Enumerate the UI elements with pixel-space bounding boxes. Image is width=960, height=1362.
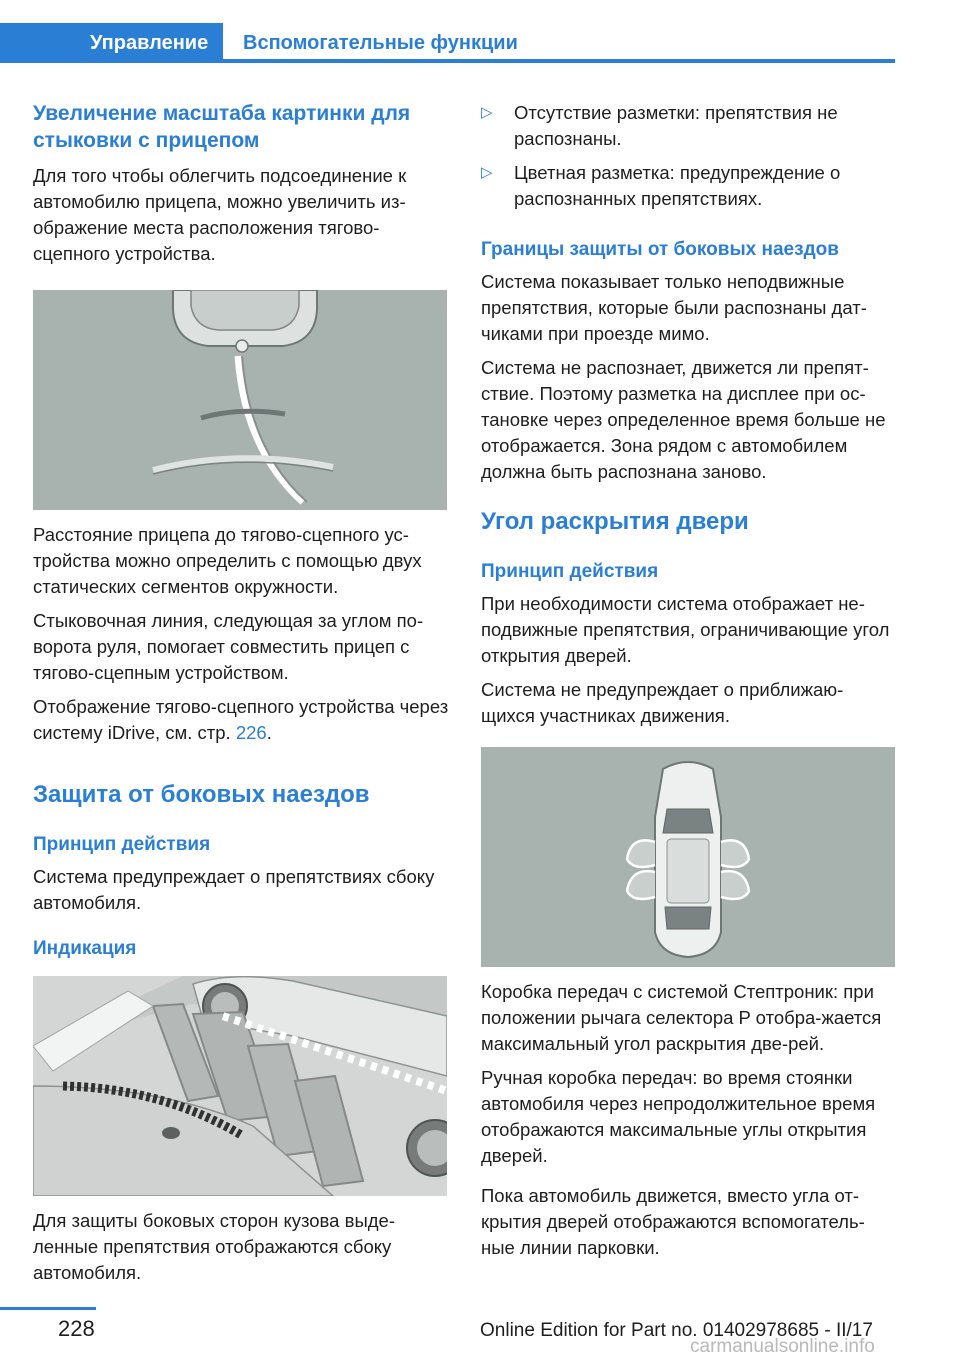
figure-door-angle (481, 747, 895, 967)
header-tab-active: Управление (0, 23, 223, 63)
header-rule (223, 59, 895, 63)
page-link-226[interactable]: 226 (235, 722, 267, 743)
paragraph-door-1: При необходимости система отображает не-подвижные препятствия, ограничивающие угол открытия дверей. (481, 593, 890, 666)
header-tab-section: Вспомогательные функции (243, 32, 518, 54)
paragraph-manual: Ручная коробка передач: во время стоянки автомобиля через непродолжительное время отображаются максимальные углы открытия дверей. (481, 1067, 876, 1166)
paragraph-idrive (33, 694, 449, 746)
idrive-text: Отображение тягово-сцепного устройства через систему iDrive, см. стр. (33, 696, 449, 743)
watermark: carmanualsonline.info (690, 1336, 875, 1357)
edition-note: Online Edition for Part no. 01402978685 - II/17 (480, 1320, 873, 1341)
heading-zoom: Увеличение масштаба картинки для стыковки с прицепом (33, 102, 411, 152)
heading-door-principle: Принцип действия (481, 561, 659, 582)
heading-side-protection: Защита от боковых наездов (33, 781, 370, 808)
right-column (481, 100, 896, 1261)
paragraph-principle: Система предупреждает о препятствиях сбоку автомобиля. (33, 866, 435, 913)
paragraph-docking-line: Стыковочная линия, следующая за углом по-ворота руля, помогает совместить прицеп с тягово-сцепным устройством. (33, 610, 424, 683)
list-item (481, 100, 896, 152)
paragraph-sides: Для защиты боковых сторон кузова выде-ленные препятствия отображаются сбоку автомобиля. (33, 1210, 395, 1283)
list-item (481, 160, 896, 212)
heading-limits: Границы защиты от боковых наездов (481, 239, 839, 260)
heading-door-angle: Угол раскрытия двери (481, 508, 749, 535)
paragraph-moving: Пока автомобиль движется, вместо угла от-крытия дверей отображаются вспомогатель-ные линии парковки. (481, 1185, 865, 1258)
list-item-text: Цветная разметка: предупреждение о распознанных препятствиях. (514, 162, 841, 209)
heading-principle: Принцип действия (33, 834, 211, 855)
idrive-text-end: . (266, 722, 272, 743)
footer-rule (0, 1307, 96, 1310)
list-item-text: Отсутствие разметки: препятствия не распознаны. (514, 102, 838, 149)
triangle-bullet-icon: ▷ (481, 104, 493, 121)
paragraph-limits-1: Система показывает только неподвижные препятствия, которые были распознаны дат-чиками при проезде мимо. (481, 271, 867, 344)
paragraph-door-2: Система не предупреждает о приближаю-щихся участниках движения. (481, 679, 844, 726)
figure-hitch-zoom (33, 290, 447, 510)
triangle-bullet-icon: ▷ (481, 164, 493, 181)
left-column (33, 100, 449, 1286)
paragraph-distance: Расстояние прицепа до тягово-сцепного ус-тройства можно определить с помощью двух статических сегментов окружности. (33, 524, 422, 597)
page-number: 228 (58, 1316, 95, 1341)
paragraph-zoom: Для того чтобы облегчить подсоединение к автомобилю прицепа, можно увеличить из-ображение места расположения тягово-сцепного устройства. (33, 165, 407, 264)
paragraph-limits-2: Система не распознает, движется ли препят-ствие. Поэтому разметка на дисплее при ос-тановке через определенное время больше не отображается. Зона рядом с автомобилем должна быть распознана заново. (481, 357, 886, 482)
paragraph-steptronic: Коробка передач с системой Стептроник: при положении рычага селектора P отобра-жается максимальный угол раскрытия две-рей. (481, 981, 882, 1054)
figure-side-protection (33, 976, 447, 1196)
heading-indication: Индикация (33, 938, 137, 959)
